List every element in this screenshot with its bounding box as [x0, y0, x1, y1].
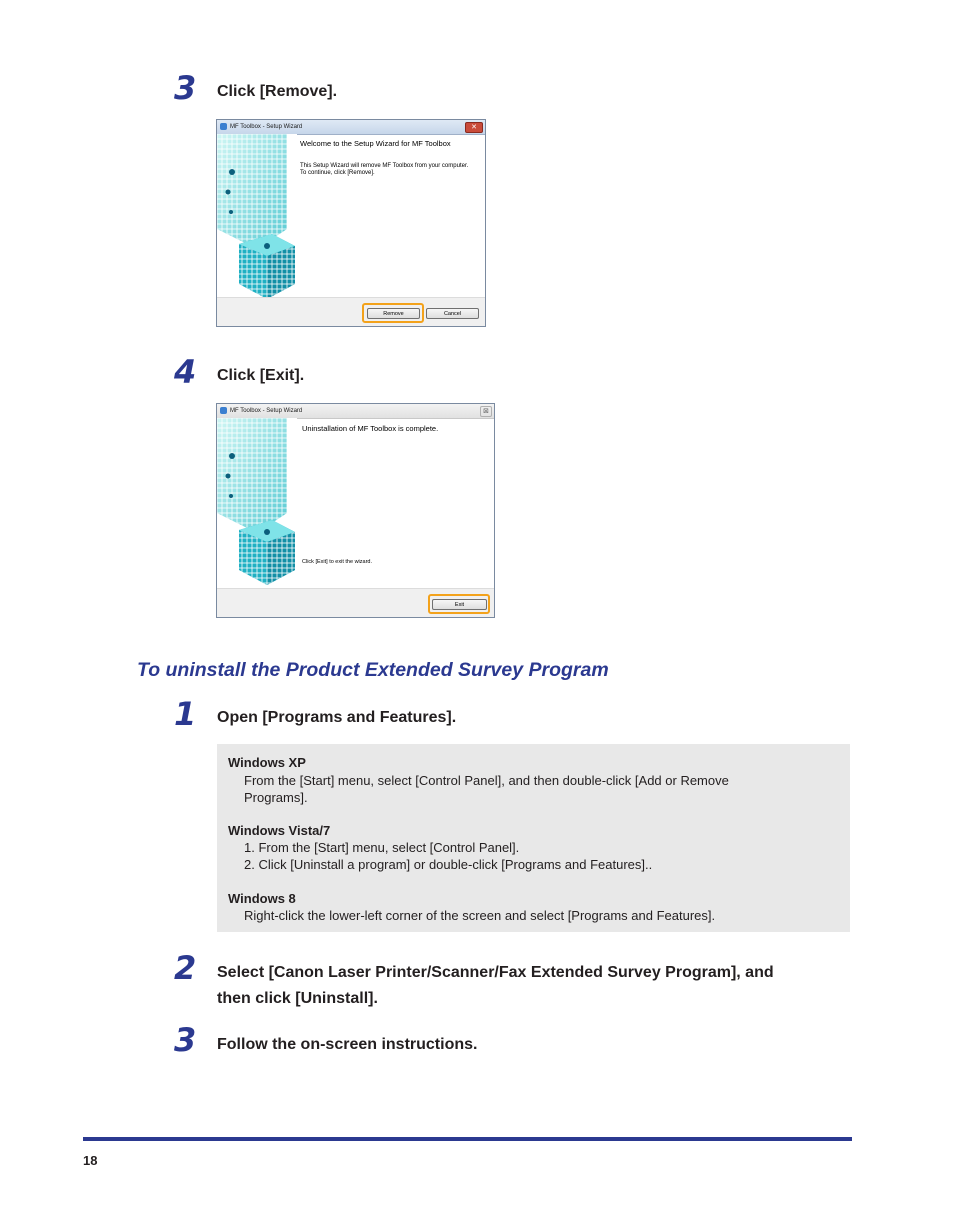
- step-number-3: 3: [174, 69, 197, 107]
- dialog-titlebar: [217, 120, 485, 135]
- page-number: 18: [83, 1153, 98, 1168]
- close-icon[interactable]: ✕: [465, 122, 483, 133]
- exit-button-highlight: [428, 594, 490, 614]
- setup-app-icon: [220, 123, 227, 130]
- dialog-title: MF Toolbox - Setup Wizard: [230, 124, 303, 130]
- windows-8-heading: Windows 8: [228, 891, 296, 906]
- windows-vista-heading: Windows Vista/7: [228, 823, 331, 838]
- cancel-button[interactable]: Cancel: [426, 308, 479, 319]
- step-text-click-remove: Click [Remove].: [217, 83, 338, 100]
- step-number-1: 1: [174, 695, 197, 733]
- step-number-2: 2: [174, 949, 197, 987]
- setup-app-icon: [220, 407, 227, 414]
- cube-graphic-icon: [217, 418, 297, 590]
- step-text-open-programs: Open [Programs and Features].: [217, 709, 457, 726]
- close-icon[interactable]: ⊠: [480, 406, 492, 417]
- footer-rule: [83, 1137, 852, 1141]
- windows-xp-heading: Windows XP: [228, 755, 306, 770]
- setup-wizard-remove-dialog: [216, 119, 486, 327]
- section-title: To uninstall the Product Extended Survey Program: [137, 659, 609, 681]
- os-instructions-box: [217, 744, 850, 932]
- windows-xp-line-2: Programs].: [244, 790, 308, 805]
- dialog-titlebar: [217, 404, 494, 419]
- dialog-body-text: This Setup Wizard will remove MF Toolbox from your computer. To continue, click [Remove].: [300, 163, 469, 176]
- remove-button-highlight: [362, 303, 424, 323]
- step-text-follow-instructions: Follow the on-screen instructions.: [217, 1036, 478, 1053]
- cube-graphic-icon: [217, 134, 297, 300]
- dialog-title: MF Toolbox - Setup Wizard: [230, 408, 303, 414]
- step-number-3-bottom: 3: [174, 1021, 197, 1059]
- dialog-heading: Uninstallation of MF Toolbox is complete.: [302, 424, 439, 433]
- windows-xp-line-1: From the [Start] menu, select [Control Panel], and then double-click [Add or Remove: [244, 773, 729, 788]
- remove-button[interactable]: Remove: [367, 308, 420, 319]
- step-text-click-exit: Click [Exit].: [217, 367, 305, 384]
- exit-button[interactable]: Exit: [432, 599, 487, 610]
- step-number-4: 4: [174, 353, 197, 391]
- dialog-heading: Welcome to the Setup Wizard for MF Toolbox: [300, 139, 451, 148]
- windows-vista-line-2: 2. Click [Uninstall a program] or double-click [Programs and Features]..: [244, 857, 653, 872]
- dialog-body-text: Click [Exit] to exit the wizard.: [302, 559, 372, 565]
- step-text-select-program-line-2: then click [Uninstall].: [217, 990, 378, 1007]
- setup-wizard-exit-dialog: [216, 403, 495, 618]
- step-text-select-program-line-1: Select [Canon Laser Printer/Scanner/Fax Extended Survey Program], and: [217, 964, 774, 981]
- windows-8-line-1: Right-click the lower-left corner of the screen and select [Programs and Features].: [244, 908, 716, 923]
- windows-vista-line-1: 1. From the [Start] menu, select [Control Panel].: [244, 840, 520, 855]
